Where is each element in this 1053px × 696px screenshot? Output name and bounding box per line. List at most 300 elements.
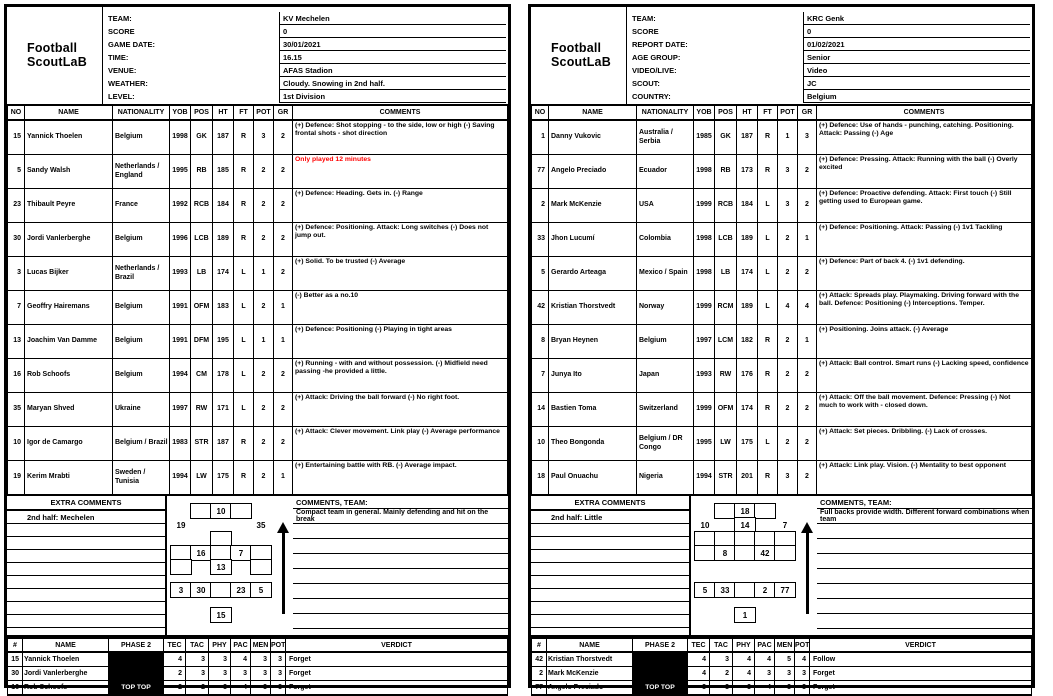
pac-score: 3: [755, 667, 775, 681]
player-name: Mark McKenzie: [549, 189, 637, 223]
column-header: PHY: [209, 638, 231, 652]
player-potential: 3: [778, 155, 798, 189]
summary-table: [7, 637, 508, 696]
header-field-row: [103, 51, 508, 64]
extra-comment-row: [531, 576, 689, 589]
player-position: LCB: [715, 223, 737, 257]
player-potential: 2: [778, 393, 798, 427]
summary-row: [8, 667, 508, 681]
player-row: [532, 461, 1032, 496]
player-potential: 3: [254, 120, 274, 155]
field-label: WEATHER:: [108, 79, 148, 88]
player-name: Jhon Lucumí: [549, 223, 637, 257]
player-no: 2: [532, 189, 549, 223]
player-position: LB: [191, 257, 213, 291]
formation-cell: 3: [170, 582, 192, 598]
player-position: RCB: [191, 189, 213, 223]
player-no: 14: [532, 393, 549, 427]
verdict-cell: Forget: [810, 681, 1032, 696]
logo-line2: ScoutLaB: [551, 54, 611, 69]
players-table: [531, 104, 1032, 496]
panel-kv-mechelen: [4, 4, 511, 691]
player-yob: 1993: [694, 359, 715, 393]
player-grade: 2: [274, 427, 293, 461]
field-value: Belgium: [803, 90, 1030, 103]
verdict-cell: Forget: [286, 667, 508, 681]
header-field-row: [103, 12, 508, 25]
column-header: MEN: [775, 638, 795, 652]
player-no: 5: [532, 257, 549, 291]
player-yob: 1991: [170, 291, 191, 325]
summary-name: Angelo Preciado: [547, 681, 633, 696]
player-grade: 2: [798, 427, 817, 461]
player-height: 178: [213, 359, 234, 393]
formation-cell: 10: [700, 520, 710, 530]
player-potential: 2: [778, 257, 798, 291]
player-potential: 2: [778, 223, 798, 257]
player-position: LCM: [715, 325, 737, 359]
player-name: Yannick Thoelen: [25, 120, 113, 155]
player-potential: 4: [778, 291, 798, 325]
column-header: VERDICT: [810, 638, 1032, 652]
player-grade: 2: [798, 359, 817, 393]
player-row: [8, 155, 508, 189]
team-comment-row: [817, 539, 1032, 554]
player-foot: L: [234, 393, 254, 427]
column-header: YOB: [170, 105, 191, 120]
player-foot: L: [234, 325, 254, 359]
player-name: Theo Bongonda: [549, 427, 637, 461]
extra-comment-row: [7, 524, 165, 537]
team-comment-row: [817, 614, 1032, 629]
header-field-row: [103, 25, 508, 38]
summary-row: [8, 681, 508, 696]
summary-header-row: [532, 638, 1032, 652]
player-no: 10: [532, 427, 549, 461]
player-comment: (+) Running - with and without possession. (-) Midfield need passing -he provided a little.: [293, 359, 508, 393]
formation-cell: [190, 503, 212, 519]
tac-score: 2: [710, 667, 733, 681]
player-potential: 2: [254, 427, 274, 461]
player-name: Igor de Camargo: [25, 427, 113, 461]
players-header-row: [532, 105, 1032, 120]
formation-cell: [250, 559, 272, 575]
column-header: NAME: [547, 638, 633, 652]
extra-comment-row: 2nd half: Mechelen: [7, 511, 165, 524]
player-position: GK: [191, 120, 213, 155]
team-comment-row: [293, 539, 508, 554]
team-comment-row: [293, 524, 508, 539]
player-name: Junya Ito: [549, 359, 637, 393]
player-height: 189: [737, 291, 758, 325]
player-name: Lucas Bijker: [25, 257, 113, 291]
player-comment: (+) Defence: Use of hands - punching, catching. Positioning. Attack: Passing (-) Age: [817, 120, 1032, 155]
player-yob: 1995: [170, 155, 191, 189]
player-comment: (+) Attack: Clever movement. Link play (-) Average performance: [293, 427, 508, 461]
column-header: #: [8, 638, 23, 652]
field-value: 16.15: [279, 51, 506, 64]
column-header: POS: [715, 105, 737, 120]
player-foot: L: [758, 427, 778, 461]
extra-comment-row: [7, 589, 165, 602]
player-height: 182: [737, 325, 758, 359]
player-yob: 1999: [694, 393, 715, 427]
player-comment: (+) Entertaining battle with RB. (-) Average impact.: [293, 461, 508, 496]
player-no: 18: [532, 461, 549, 496]
summary-row: [532, 652, 1032, 667]
player-foot: L: [234, 359, 254, 393]
summary-header-row: [8, 638, 508, 652]
player-row: [532, 427, 1032, 461]
field-value: Cloudy. Snowing in 2nd half.: [279, 77, 506, 90]
phy-score: 4: [733, 652, 755, 667]
player-position: RW: [715, 359, 737, 393]
extra-comment-row: [531, 550, 689, 563]
player-height: 174: [737, 393, 758, 427]
summary-no: 2: [532, 667, 547, 681]
field-value: 0: [803, 25, 1030, 38]
formation-cell: 77: [774, 582, 796, 598]
summary-table: [531, 637, 1032, 696]
player-comment: (+) Positioning. Joins attack. (-) Average: [817, 325, 1032, 359]
formation-cell: 1: [734, 607, 756, 623]
pac-score: 4: [755, 652, 775, 667]
verdict-cell: Forget: [286, 652, 508, 667]
team-comment-row: Compact team in general. Mainly defending and hit on the break: [293, 509, 508, 524]
men-score: 5: [775, 652, 795, 667]
field-label: COUNTRY:: [632, 92, 671, 101]
player-no: 10: [8, 427, 25, 461]
player-no: 3: [8, 257, 25, 291]
team-comment-row: [293, 584, 508, 599]
phase2-cell: TOP TOP: [109, 681, 164, 696]
formation-cell: [714, 503, 736, 519]
players-table: [7, 104, 508, 496]
field-label: SCORE: [108, 27, 135, 36]
men-score: 3: [775, 667, 795, 681]
player-yob: 1994: [170, 461, 191, 496]
player-grade: 2: [274, 120, 293, 155]
player-height: 189: [737, 223, 758, 257]
formation-cell: 14: [734, 517, 756, 533]
team-comment-row: [293, 614, 508, 629]
header-fields: [103, 7, 508, 104]
tac-score: 2: [186, 681, 209, 696]
formation-cell: [170, 559, 192, 575]
player-height: 176: [737, 359, 758, 393]
verdict-cell: Forget: [810, 667, 1032, 681]
report-header: [7, 7, 508, 104]
report-header: [531, 7, 1032, 104]
formation-cell: 23: [230, 582, 252, 598]
player-position: LB: [715, 257, 737, 291]
extra-comment-row: [7, 563, 165, 576]
player-yob: 1998: [694, 257, 715, 291]
player-grade: 2: [274, 155, 293, 189]
formation-cell: 30: [190, 582, 212, 598]
player-potential: 2: [254, 223, 274, 257]
pot-score: 3: [795, 681, 810, 696]
player-nationality: Mexico / Spain: [637, 257, 694, 291]
player-row: [532, 359, 1032, 393]
player-position: STR: [715, 461, 737, 496]
tac-score: 3: [710, 681, 733, 696]
player-no: 42: [532, 291, 549, 325]
player-yob: 1994: [170, 359, 191, 393]
extra-comment-row: [7, 615, 165, 628]
arrow-head: [277, 522, 289, 533]
tec-score: 2: [164, 667, 186, 681]
player-nationality: Netherlands / Brazil: [113, 257, 170, 291]
formation-cell: 7: [230, 545, 252, 561]
team-comments-block: [293, 496, 508, 635]
player-grade: 1: [274, 461, 293, 496]
player-yob: 1993: [170, 257, 191, 291]
column-header: TAC: [710, 638, 733, 652]
player-yob: 1997: [170, 393, 191, 427]
pac-score: 3: [231, 667, 251, 681]
column-header: NATIONALITY: [113, 105, 170, 120]
tec-score: 4: [688, 652, 710, 667]
player-foot: R: [234, 223, 254, 257]
player-yob: 1991: [170, 325, 191, 359]
player-no: 1: [532, 120, 549, 155]
extra-comment-row: [7, 550, 165, 563]
player-nationality: Australia / Serbia: [637, 120, 694, 155]
player-grade: 1: [798, 325, 817, 359]
player-name: Sandy Walsh: [25, 155, 113, 189]
field-label: GAME DATE:: [108, 40, 155, 49]
player-name: Danny Vukovic: [549, 120, 637, 155]
team-comment-row: [817, 599, 1032, 614]
column-header: VERDICT: [286, 638, 508, 652]
phy-score: 4: [733, 667, 755, 681]
men-score: 3: [251, 667, 271, 681]
player-potential: 2: [254, 461, 274, 496]
header-field-row: [627, 25, 1032, 38]
player-position: OFM: [715, 393, 737, 427]
player-foot: L: [758, 223, 778, 257]
field-value: JC: [803, 77, 1030, 90]
player-position: LW: [715, 427, 737, 461]
column-header: MEN: [251, 638, 271, 652]
player-row: [532, 325, 1032, 359]
player-potential: 1: [254, 325, 274, 359]
column-header: GR: [274, 105, 293, 120]
player-row: [8, 359, 508, 393]
formation-cell: 13: [210, 559, 232, 575]
formation-cell: 18: [734, 503, 756, 519]
player-no: 15: [8, 120, 25, 155]
player-comment: (+) Attack: Link play. Vision. (-) Mentality to best opponent: [817, 461, 1032, 496]
pot-score: 3: [795, 667, 810, 681]
player-nationality: Nigeria: [637, 461, 694, 496]
formation-cell: 19: [176, 520, 186, 530]
arrow-head: [801, 522, 813, 533]
column-header: NAME: [549, 105, 637, 120]
mid-section: [531, 496, 1032, 637]
player-nationality: Switzerland: [637, 393, 694, 427]
player-nationality: Belgium: [113, 120, 170, 155]
column-header: NATIONALITY: [637, 105, 694, 120]
formation-cell: [754, 503, 776, 519]
extra-comment-row: [531, 589, 689, 602]
player-nationality: Belgium: [113, 325, 170, 359]
player-yob: 1998: [694, 223, 715, 257]
logo-line1: Football: [551, 41, 602, 56]
field-label: AGE GROUP:: [632, 53, 681, 62]
player-position: RW: [191, 393, 213, 427]
player-nationality: Sweden / Tunisia: [113, 461, 170, 496]
player-row: [8, 461, 508, 496]
player-grade: 2: [274, 359, 293, 393]
header-field-row: [627, 64, 1032, 77]
phase2-cell: [633, 652, 688, 667]
player-position: LCB: [191, 223, 213, 257]
column-header: POT: [778, 105, 798, 120]
player-no: 5: [8, 155, 25, 189]
player-row: [8, 325, 508, 359]
phy-score: 3: [209, 681, 231, 696]
player-foot: L: [758, 291, 778, 325]
team-comment-row: Full backs provide width. Different forward combinations when team: [817, 509, 1032, 524]
column-header: NO: [8, 105, 25, 120]
player-comment: (+) Defence: Pressing. Attack: Running with the ball (-) Overly excited: [817, 155, 1032, 189]
field-value: KV Mechelen: [279, 12, 506, 25]
player-row: [532, 189, 1032, 223]
column-header: TEC: [164, 638, 186, 652]
arrow-line: [806, 533, 810, 614]
player-grade: 1: [798, 223, 817, 257]
summary-no: 15: [8, 652, 23, 667]
player-name: Rob Schoofs: [25, 359, 113, 393]
player-row: [8, 223, 508, 257]
formation-cell: 5: [694, 582, 716, 598]
player-potential: 2: [254, 291, 274, 325]
extra-comments-title: EXTRA COMMENTS: [531, 496, 689, 511]
player-row: [532, 291, 1032, 325]
column-header: COMMENTS: [293, 105, 508, 120]
team-comment-row: [293, 554, 508, 569]
field-value: AFAS Stadion: [279, 64, 506, 77]
column-header: PAC: [231, 638, 251, 652]
player-name: Angelo Preciado: [549, 155, 637, 189]
player-foot: R: [234, 120, 254, 155]
team-comments-title: COMMENTS, TEAM:: [817, 496, 1032, 509]
men-score: 3: [251, 681, 271, 696]
player-comment: (+) Defence: Part of back 4. (-) 1v1 defending.: [817, 257, 1032, 291]
player-height: 174: [213, 257, 234, 291]
player-name: Maryan Shved: [25, 393, 113, 427]
extra-comments-block: [531, 496, 691, 635]
player-position: LW: [191, 461, 213, 496]
header-field-row: [627, 38, 1032, 51]
formation-cell: [230, 503, 252, 519]
column-header: POT: [271, 638, 286, 652]
team-comment-row: [817, 554, 1032, 569]
summary-name: Rob Schoofs: [23, 681, 109, 696]
player-yob: 1995: [694, 427, 715, 461]
panel-krc-genk: [528, 4, 1035, 691]
player-row: [532, 120, 1032, 155]
summary-no: 77: [532, 681, 547, 696]
team-comment-row: [817, 569, 1032, 584]
up-arrow-icon: [277, 522, 290, 614]
men-score: 3: [775, 681, 795, 696]
field-value: 30/01/2021: [279, 38, 506, 51]
player-comment: (+) Attack: Spreads play. Playmaking. Driving forward with the ball. Defence: Positioning (-) Interceptions. Temper.: [817, 291, 1032, 325]
column-header: TAC: [186, 638, 209, 652]
player-nationality: Ecuador: [637, 155, 694, 189]
header-field-row: [103, 77, 508, 90]
player-potential: 3: [778, 189, 798, 223]
summary-no: 30: [8, 667, 23, 681]
player-nationality: Ukraine: [113, 393, 170, 427]
player-foot: R: [758, 461, 778, 496]
player-no: 7: [532, 359, 549, 393]
field-value: Senior: [803, 51, 1030, 64]
header-field-row: [627, 12, 1032, 25]
player-no: 33: [532, 223, 549, 257]
player-foot: L: [234, 257, 254, 291]
player-foot: R: [758, 155, 778, 189]
extra-comments-title: EXTRA COMMENTS: [7, 496, 165, 511]
formation-cell: [210, 582, 232, 598]
player-foot: R: [234, 427, 254, 461]
player-name: Gerardo Arteaga: [549, 257, 637, 291]
formation-cell: [734, 545, 756, 561]
player-row: [532, 257, 1032, 291]
column-header: NAME: [25, 105, 113, 120]
player-height: 184: [737, 189, 758, 223]
player-grade: 1: [274, 325, 293, 359]
column-header: HT: [737, 105, 758, 120]
pac-score: 4: [231, 681, 251, 696]
field-label: SCOUT:: [632, 79, 660, 88]
player-grade: 3: [798, 120, 817, 155]
player-height: 187: [213, 120, 234, 155]
player-row: [8, 393, 508, 427]
header-field-row: [103, 64, 508, 77]
player-yob: 1985: [694, 120, 715, 155]
player-potential: 2: [254, 189, 274, 223]
formation-cell: [694, 545, 716, 561]
column-header: HT: [213, 105, 234, 120]
player-row: [532, 155, 1032, 189]
field-label: SCORE: [632, 27, 659, 36]
extra-comment-row: 2nd half: Little: [531, 511, 689, 524]
extra-comments-rows: [7, 511, 165, 628]
formation-diagram: [691, 496, 817, 635]
column-header: COMMENTS: [817, 105, 1032, 120]
extra-comments-rows: [531, 511, 689, 628]
column-header: PAC: [755, 638, 775, 652]
player-grade: 2: [798, 461, 817, 496]
formation-cell: 8: [714, 545, 736, 561]
field-value: KRC Genk: [803, 12, 1030, 25]
column-header: GR: [798, 105, 817, 120]
player-name: Joachim Van Damme: [25, 325, 113, 359]
player-grade: 1: [274, 291, 293, 325]
player-comment: (+) Attack: Off the ball movement. Defence: Pressing (-) Not much to work with - closed down.: [817, 393, 1032, 427]
player-foot: R: [234, 461, 254, 496]
formation-grid: [171, 504, 293, 622]
player-foot: R: [758, 359, 778, 393]
player-comment: (+) Solid. To be trusted (-) Average: [293, 257, 508, 291]
summary-name: Mark McKenzie: [547, 667, 633, 681]
player-no: 23: [8, 189, 25, 223]
player-row: [532, 393, 1032, 427]
